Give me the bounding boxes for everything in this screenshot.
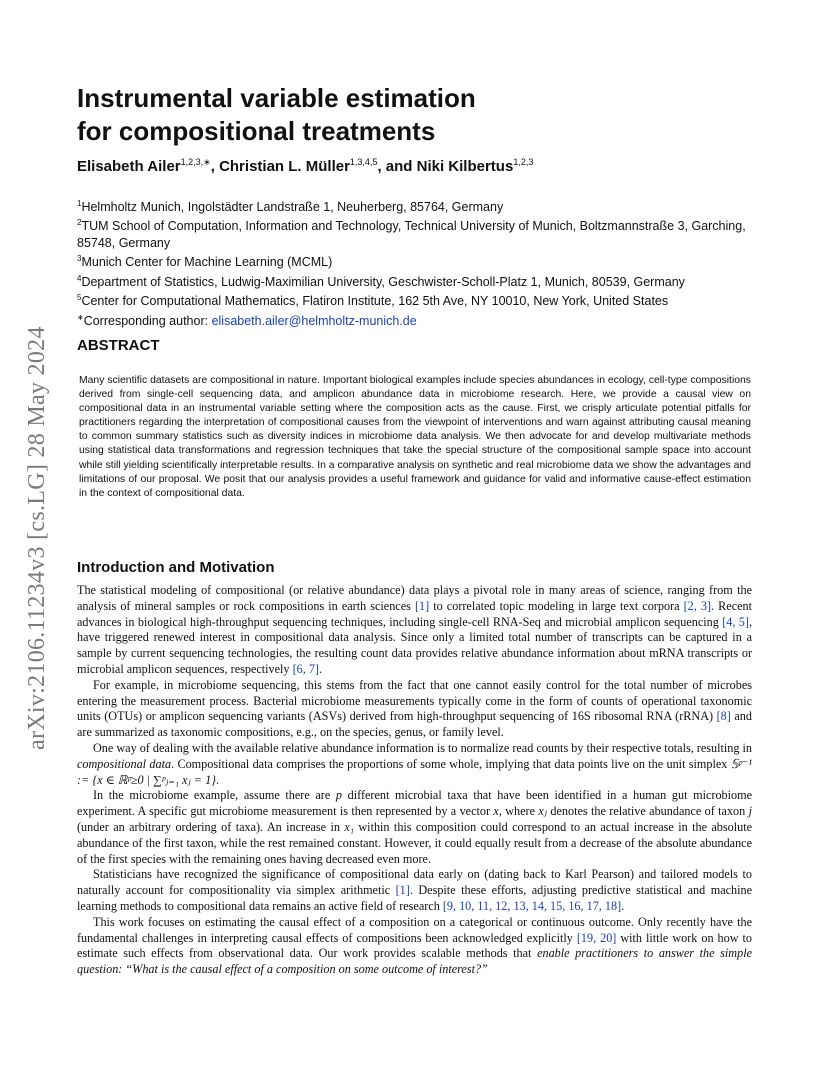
text-run: This work focuses on estimating the causal effect of a composition on a categorical or continuous outcome. Only recently have the fundamental challenges in interpreting causal effects of compositions been acknowledged explicitly <box>77 914 752 945</box>
corresponding-label: Corresponding author: <box>83 313 212 328</box>
author-affiliation-marks: 1,3,4,5 <box>349 157 378 167</box>
body-text <box>77 583 752 978</box>
affiliation-number: 1 <box>77 199 82 208</box>
abstract-heading: ABSTRACT <box>77 337 160 354</box>
text-run: with little work on how to estimate such effects from observational data. Our work provides scalable methods that <box>77 930 752 961</box>
text-run: . Recent advances in biological high-throughput sequencing techniques, including single-cell RNA-Seq and microbial amplicon sequencing <box>77 598 752 629</box>
affiliation-number: 5 <box>77 293 82 303</box>
text-run: , where <box>498 804 539 819</box>
author-list <box>77 157 777 175</box>
text-run: For example, in microbiome sequencing, this stems from the fact that one cannot easily control for the total number of microbes entering the measurement process. Bacterial microbiome measurements typically come in the form of counts of operational taxonomic units (OTUs) or amplicon sequencing variants (ASVs) derived from high-throughput sequencing of 16S ribosomal RNA (rRNA) <box>77 677 752 724</box>
affiliation-number: 3 <box>77 254 82 264</box>
text-run: The statistical modeling of compositional (or relative abundance) data plays a pivotal role in many areas of science, ranging from the analysis of mineral samples or rock compositions in earth sciences <box>77 583 752 613</box>
affiliation-text: TUM School of Computation, Information and Technology, Technical University of Munich, Boltzmannstraße 3, Garching, 85748, Germany <box>77 219 746 250</box>
affiliation-item <box>77 290 757 309</box>
emphasis: compositional data <box>77 756 172 771</box>
math-variable: x <box>493 804 499 819</box>
math-variable: x₁ <box>344 819 354 834</box>
paper-title <box>77 82 777 148</box>
text-run: denotes the relative abundance of taxon <box>547 804 749 819</box>
math-variable: xⱼ <box>538 804 548 819</box>
author-name: Christian L. Müller <box>219 158 350 175</box>
text-run: . Despite these efforts, adjusting predictive statistical and machine learning methods to compositional data remains an active field of research <box>77 883 752 913</box>
paragraph <box>77 583 752 678</box>
corresponding-mark: ∗ <box>77 312 84 322</box>
paragraph <box>77 915 752 978</box>
text-run: (under an arbitrary ordering of taxa). An increase in <box>77 819 345 834</box>
affiliation-text: Department of Statistics, Ludwig-Maximilian University, Geschwister-Scholl-Platz 1, Munich, 80539, Germany <box>81 274 685 289</box>
text-run: to correlated topic modeling in large text corpora <box>429 598 684 613</box>
affiliation-item <box>77 271 757 290</box>
math-variable: j <box>748 804 752 819</box>
affiliation-number: 2 <box>77 218 82 228</box>
title-line-2: for compositional treatments <box>77 116 436 146</box>
paragraph <box>77 867 752 914</box>
text-run: . <box>621 898 625 913</box>
text-run: and are summarized as taxonomic compositions, e.g., on the species, genus, or family level. <box>77 709 752 740</box>
citation-link[interactable]: [19, 20] <box>576 930 617 945</box>
affiliation-item <box>77 251 757 270</box>
text-run: In the microbiome example, assume there are <box>93 788 336 803</box>
corresponding-author <box>77 310 757 329</box>
text-run: , have triggered renewed interest in compositional data analysis. Since only a limited total number of transcripts can be captured in a sample by current sequencing technologies, the resulting count data provides relative abundance information about mRNA transcripts or microbial amplicon sequences, respectively <box>77 614 752 676</box>
paragraph <box>77 678 752 741</box>
emphasis: enable practitioners to answer the simple question: “What is the causal effect of a composition on some outcome of interest?” <box>77 946 752 977</box>
text-run: . <box>216 772 220 787</box>
text-run: Statisticians have recognized the significance of compositional data early on (dating back to Karl Pearson) and tailored models to naturally account for compositionality via simplex arithmetic <box>77 867 752 898</box>
affiliation-text: Helmholtz Munich, Ingolstädter Landstraße 1, Neuherberg, 85764, Germany <box>81 200 504 215</box>
affiliation-item <box>77 196 757 215</box>
abstract-text: Many scientific datasets are compositional in nature. Important biological examples include species abundances in ecology, cell-type compositions derived from single-cell sequencing data, and amplicon abundance data in microbiome research. Here, we provide a causal view on compositional data in an instrumental variable setting where the composition acts as the cause. First, we crisply articulate potential pitfalls for practitioners regarding the interpretation of compositional causes from the viewpoint of interventions and warn against attributing causal meaning to common summary statistics such as diversity indices in microbiome data analysis. We then advocate for and develop multivariate methods using statistical data transformations and regression techniques that take the special structure of the compositional sample space into account while still yielding scientifically interpretable results. In a comparative analysis on synthetic and real microbiome data we show the advantages and limitations of our proposal. We posit that our analysis provides a useful framework and guidance for valid and informative cause-effect estimation in the context of compositional data. <box>79 375 751 499</box>
author-name: Elisabeth Ailer <box>77 158 181 175</box>
citation-link[interactable]: [6, 7] <box>292 661 319 676</box>
author-separator: , and <box>377 158 417 175</box>
text-run: One way of dealing with the available relative abundance information is to normalize read counts by their respective totals, resulting in <box>93 740 752 755</box>
citation-link[interactable]: [2, 3] <box>683 598 712 613</box>
text-run: . Compositional data comprises the proportions of some whole, implying that data points live on the unit simplex <box>171 756 731 771</box>
citation-link[interactable]: [1] <box>395 883 410 898</box>
corresponding-email-link[interactable]: elisabeth.ailer@helmholtz-munich.de <box>211 313 417 328</box>
math-variable: p <box>335 788 342 803</box>
affiliation-item <box>77 215 757 251</box>
citation-link[interactable]: [1] <box>414 598 430 613</box>
affiliation-text: Munich Center for Machine Learning (MCML) <box>81 255 333 270</box>
affiliation-list <box>77 196 757 329</box>
paragraph <box>77 741 752 788</box>
title-line-1: Instrumental variable estimation <box>77 83 476 113</box>
arxiv-identifier-stamp: arXiv:2106.11234v3 [cs.LG] 28 May 2024 <box>24 326 50 750</box>
author-separator: , <box>210 158 220 175</box>
citation-link[interactable]: [8] <box>716 709 731 724</box>
text-run: . <box>318 661 323 676</box>
affiliation-text: Center for Computational Mathematics, Flatiron Institute, 162 5th Ave, NY 10010, New York, United States <box>81 294 669 309</box>
text-run: different microbial taxa that have been identified in a human gut microbiome experiment. A specific gut microbiome measurement is then represented by a vector <box>77 788 753 819</box>
citation-link[interactable]: [4, 5] <box>722 614 749 629</box>
simplex-formula: 𝕊ᵖ⁻¹ := {x ∈ ℝᵖ≥0 | ∑ᵖⱼ₌₁ xⱼ = 1} <box>77 756 753 787</box>
text-run: within this composition could correspond to an actual increase in the absolute abundance of the first taxon, while the rest remained constant. However, it could equally result from a decrease of the absolute abundance of the first species with the remaining ones having decreased even more. <box>77 819 752 866</box>
author-affiliation-marks: 1,2,3,∗ <box>180 157 211 167</box>
affiliation-number: 4 <box>77 273 82 283</box>
paragraph <box>77 788 752 867</box>
author-affiliation-marks: 1,2,3 <box>513 157 534 167</box>
section-heading-introduction: Introduction and Motivation <box>77 559 275 576</box>
citation-link[interactable]: [9, 10, 11, 12, 13, 14, 15, 16, 17, 18] <box>442 898 622 913</box>
author-name: Niki Kilbertus <box>416 158 514 175</box>
